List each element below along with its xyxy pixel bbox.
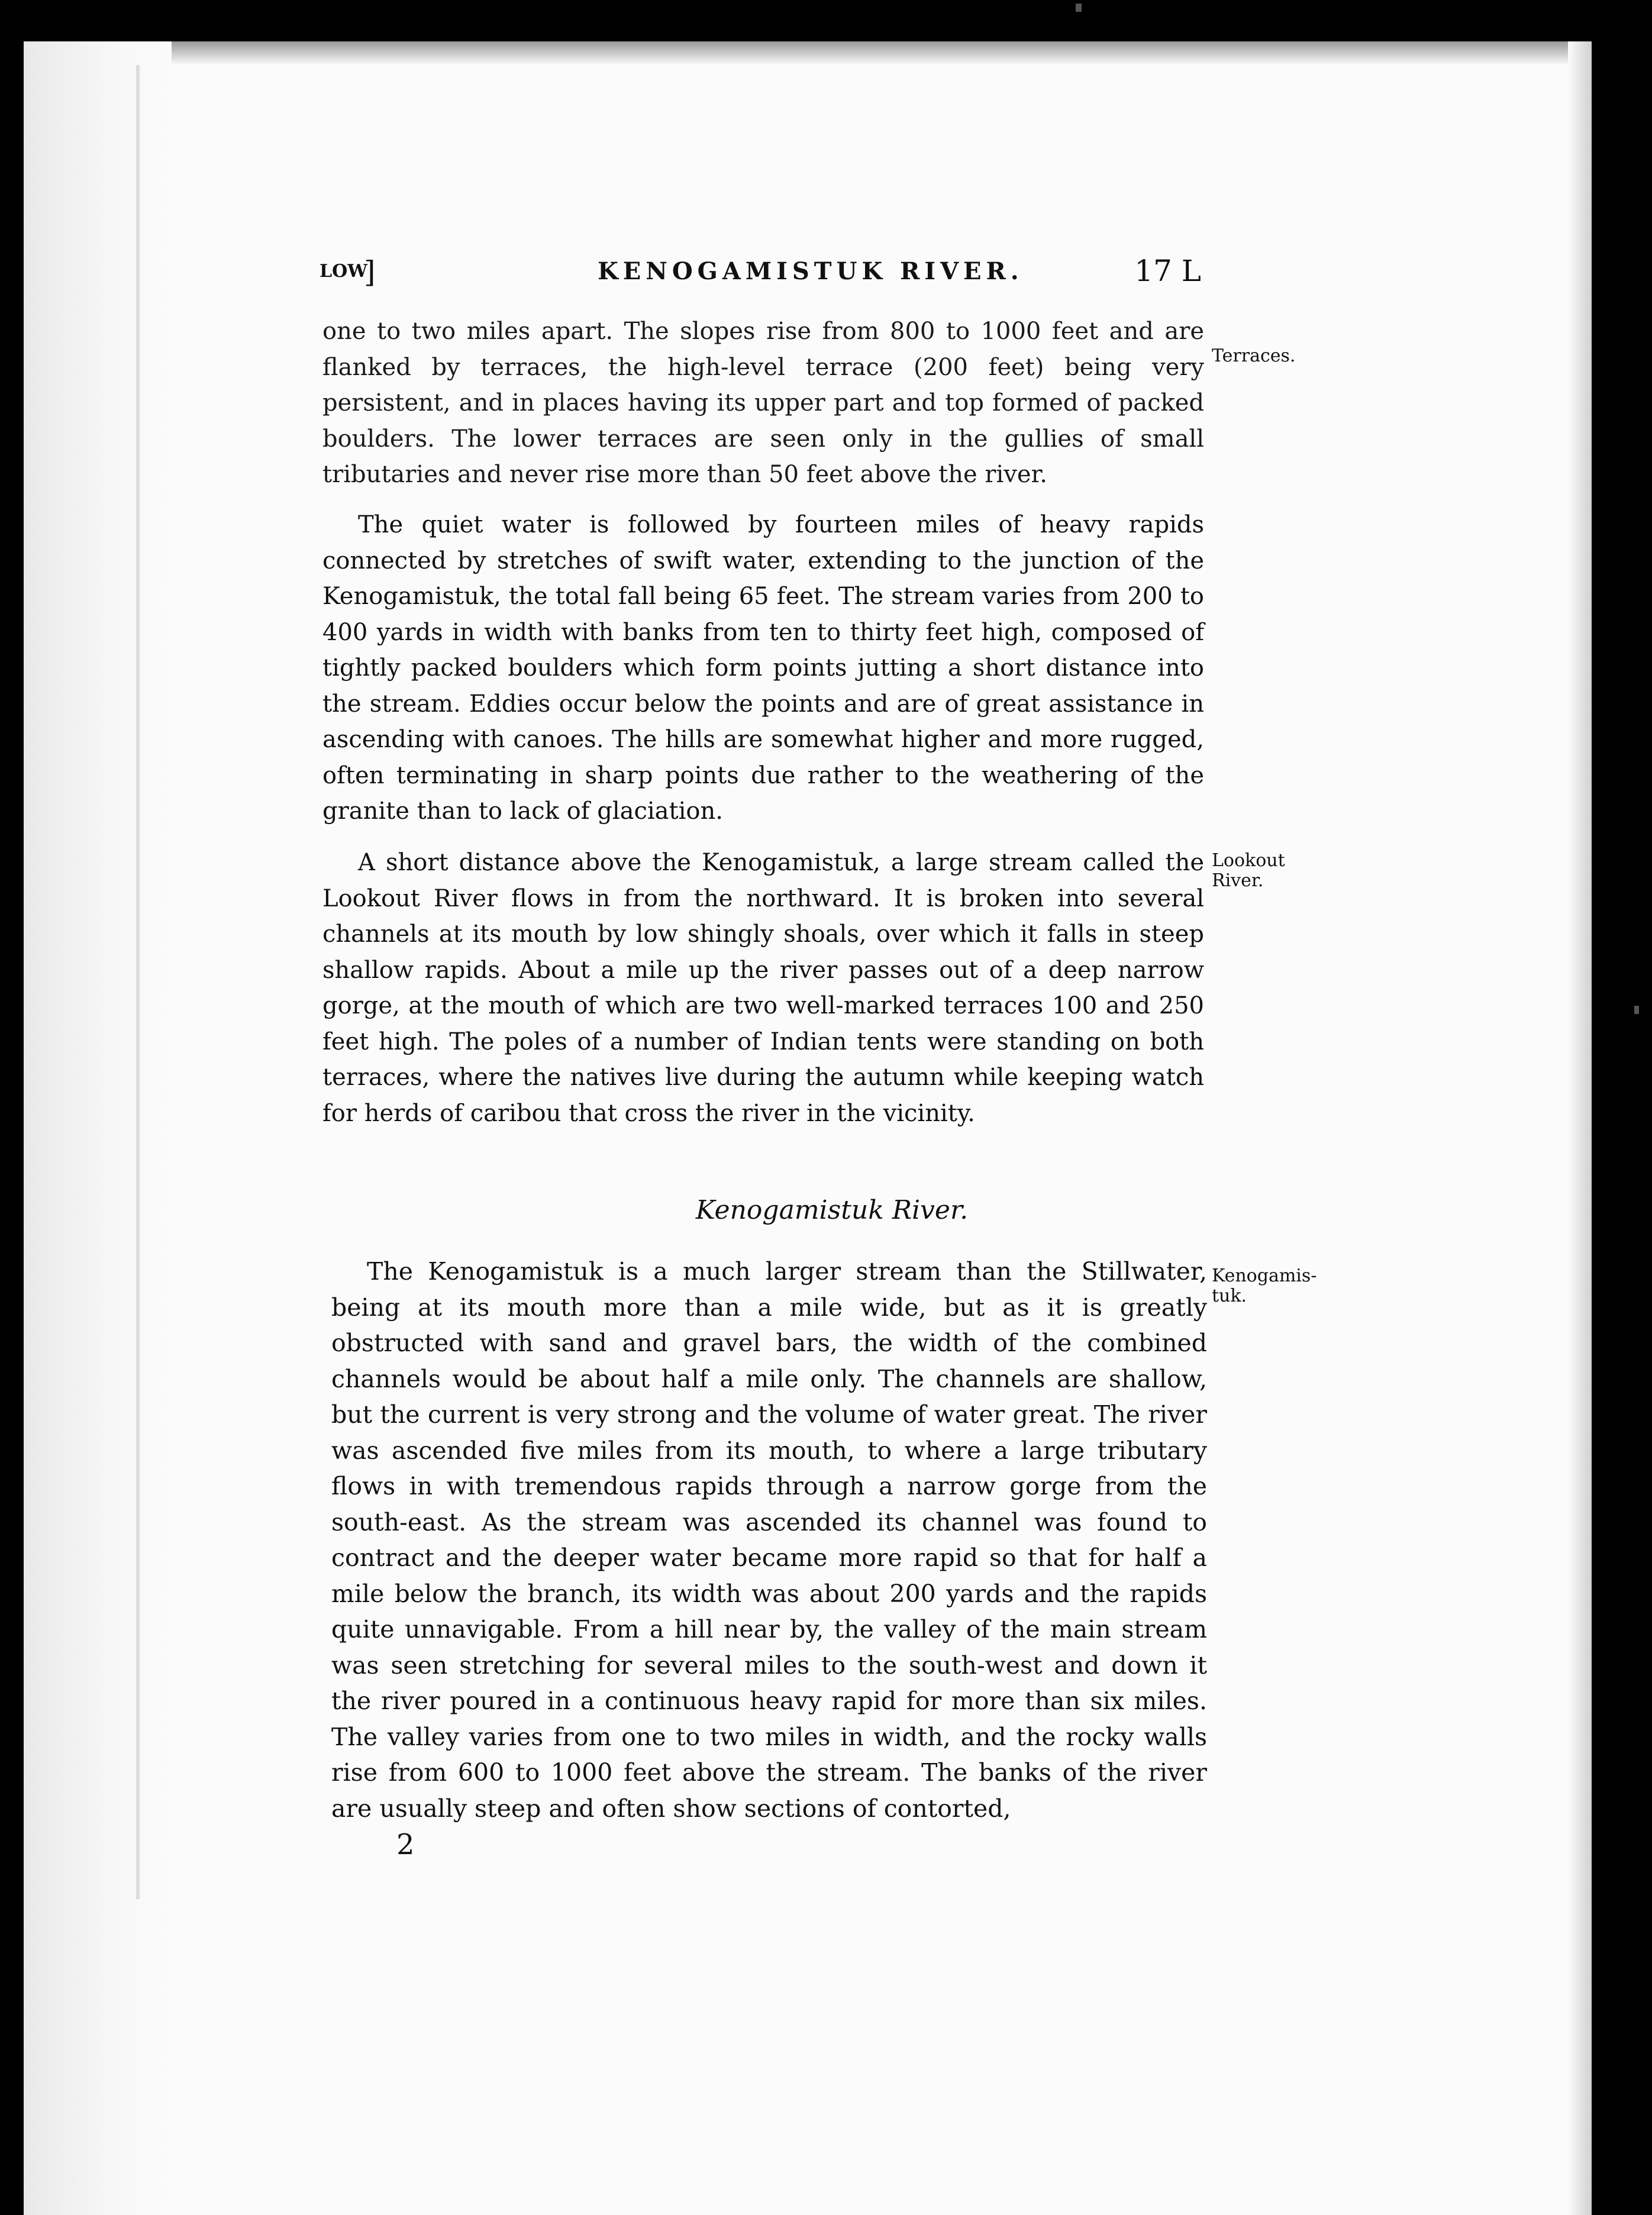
page-right-edge (1568, 41, 1592, 2215)
page-top-shadow (24, 41, 1592, 65)
paragraph-4 (331, 1254, 1207, 1826)
margin-note-kenogamistuk (1212, 1266, 1317, 1306)
signature-mark: 2 (396, 1828, 415, 1861)
paragraph-1 (322, 314, 1204, 493)
margin-note-kenogamistuk-line2: tuk. (1212, 1286, 1247, 1306)
scan-speck (1634, 1006, 1639, 1014)
gutter-line (136, 65, 140, 1899)
margin-note-terraces-text: Terraces. (1212, 346, 1296, 366)
scan-speck (1076, 4, 1082, 12)
paragraph-2-text: The quiet water is followed by fourteen miles of heavy rapids connected by stretches of swift water, extending to the junction of the Kenogamistuk, the total fall being 65 feet. The stream varies from 200 to 400 yards in width with banks from ten to thirty feet high, composed of tightly packed boulders which form points jutting a short distance into the stream. Eddies occur below the points and are of great assistance in ascending with canoes. The hills are somewhat higher and more rugged, often terminating in sharp points due rather to the weathering of the granite than to lack of glaciation. (322, 511, 1204, 825)
header-title: KENOGAMISTUK RIVER. (598, 257, 1024, 285)
page-gutter (24, 41, 172, 2215)
section-heading: Kenogamistuk River. (695, 1195, 969, 1225)
running-header (320, 254, 1201, 293)
margin-note-kenogamistuk-line1: Kenogamis- (1212, 1265, 1317, 1286)
paragraph-3 (322, 845, 1204, 1131)
paragraph-1-text: one to two miles apart. The slopes rise from 800 to 1000 feet and are flanked by terraces, the high-level terrace (200 feet) being very persistent, and in places having its upper part and top formed of packed boulders. The lower terraces are seen only in the gullies of small tributaries and never rise more than 50 feet above the river. (322, 318, 1204, 488)
header-bracket: ] (364, 255, 376, 289)
page-number: 17 L (1134, 254, 1201, 288)
margin-note-lookout (1212, 851, 1285, 891)
margin-note-terraces (1212, 346, 1296, 366)
margin-note-lookout-line2: River. (1212, 870, 1264, 891)
header-author: LOW (320, 261, 367, 282)
margin-note-lookout-line1: Lookout (1212, 850, 1285, 871)
paragraph-4-text: The Kenogamistuk is a much larger stream than the Stillwater, being at its mouth more than a mile wide, but as it is greatly obstructed with sand and gravel bars, the width of the combined channels would be about half a mile only. The channels are shallow, but the current is very strong and the volume of water great. The river was ascended five miles from its mouth, to where a large tributary flows in with tremendous rapids through a narrow gorge from the south-east. As the stream was ascended its channel was found to contract and the deeper water became more rapid so that for half a mile below the branch, its width was about 200 yards and the rapids quite unnavigable. From a hill near by, the valley of the main stream was seen stretching for several miles to the south-west and down it the river poured in a continuous heavy rapid for more than six miles. The valley varies from one to two miles in width, and the rocky walls rise from 600 to 1000 feet above the stream. The banks of the river are usually steep and often show sections of contorted, (331, 1257, 1207, 1823)
paragraph-2 (322, 507, 1204, 829)
paragraph-3-text: A short distance above the Kenogamistuk, a large stream called the Lookout River flows in from the northward. It is broken into several channels at its mouth by low shingly shoals, over which it falls in steep shallow rapids. About a mile up the river passes out of a deep narrow gorge, at the mouth of which are two well-marked terraces 100 and 250 feet high. The poles of a number of Indian tents were standing on both terraces, where the natives live during the autumn while keeping watch for herds of caribou that cross the river in the vicinity. (322, 849, 1204, 1127)
